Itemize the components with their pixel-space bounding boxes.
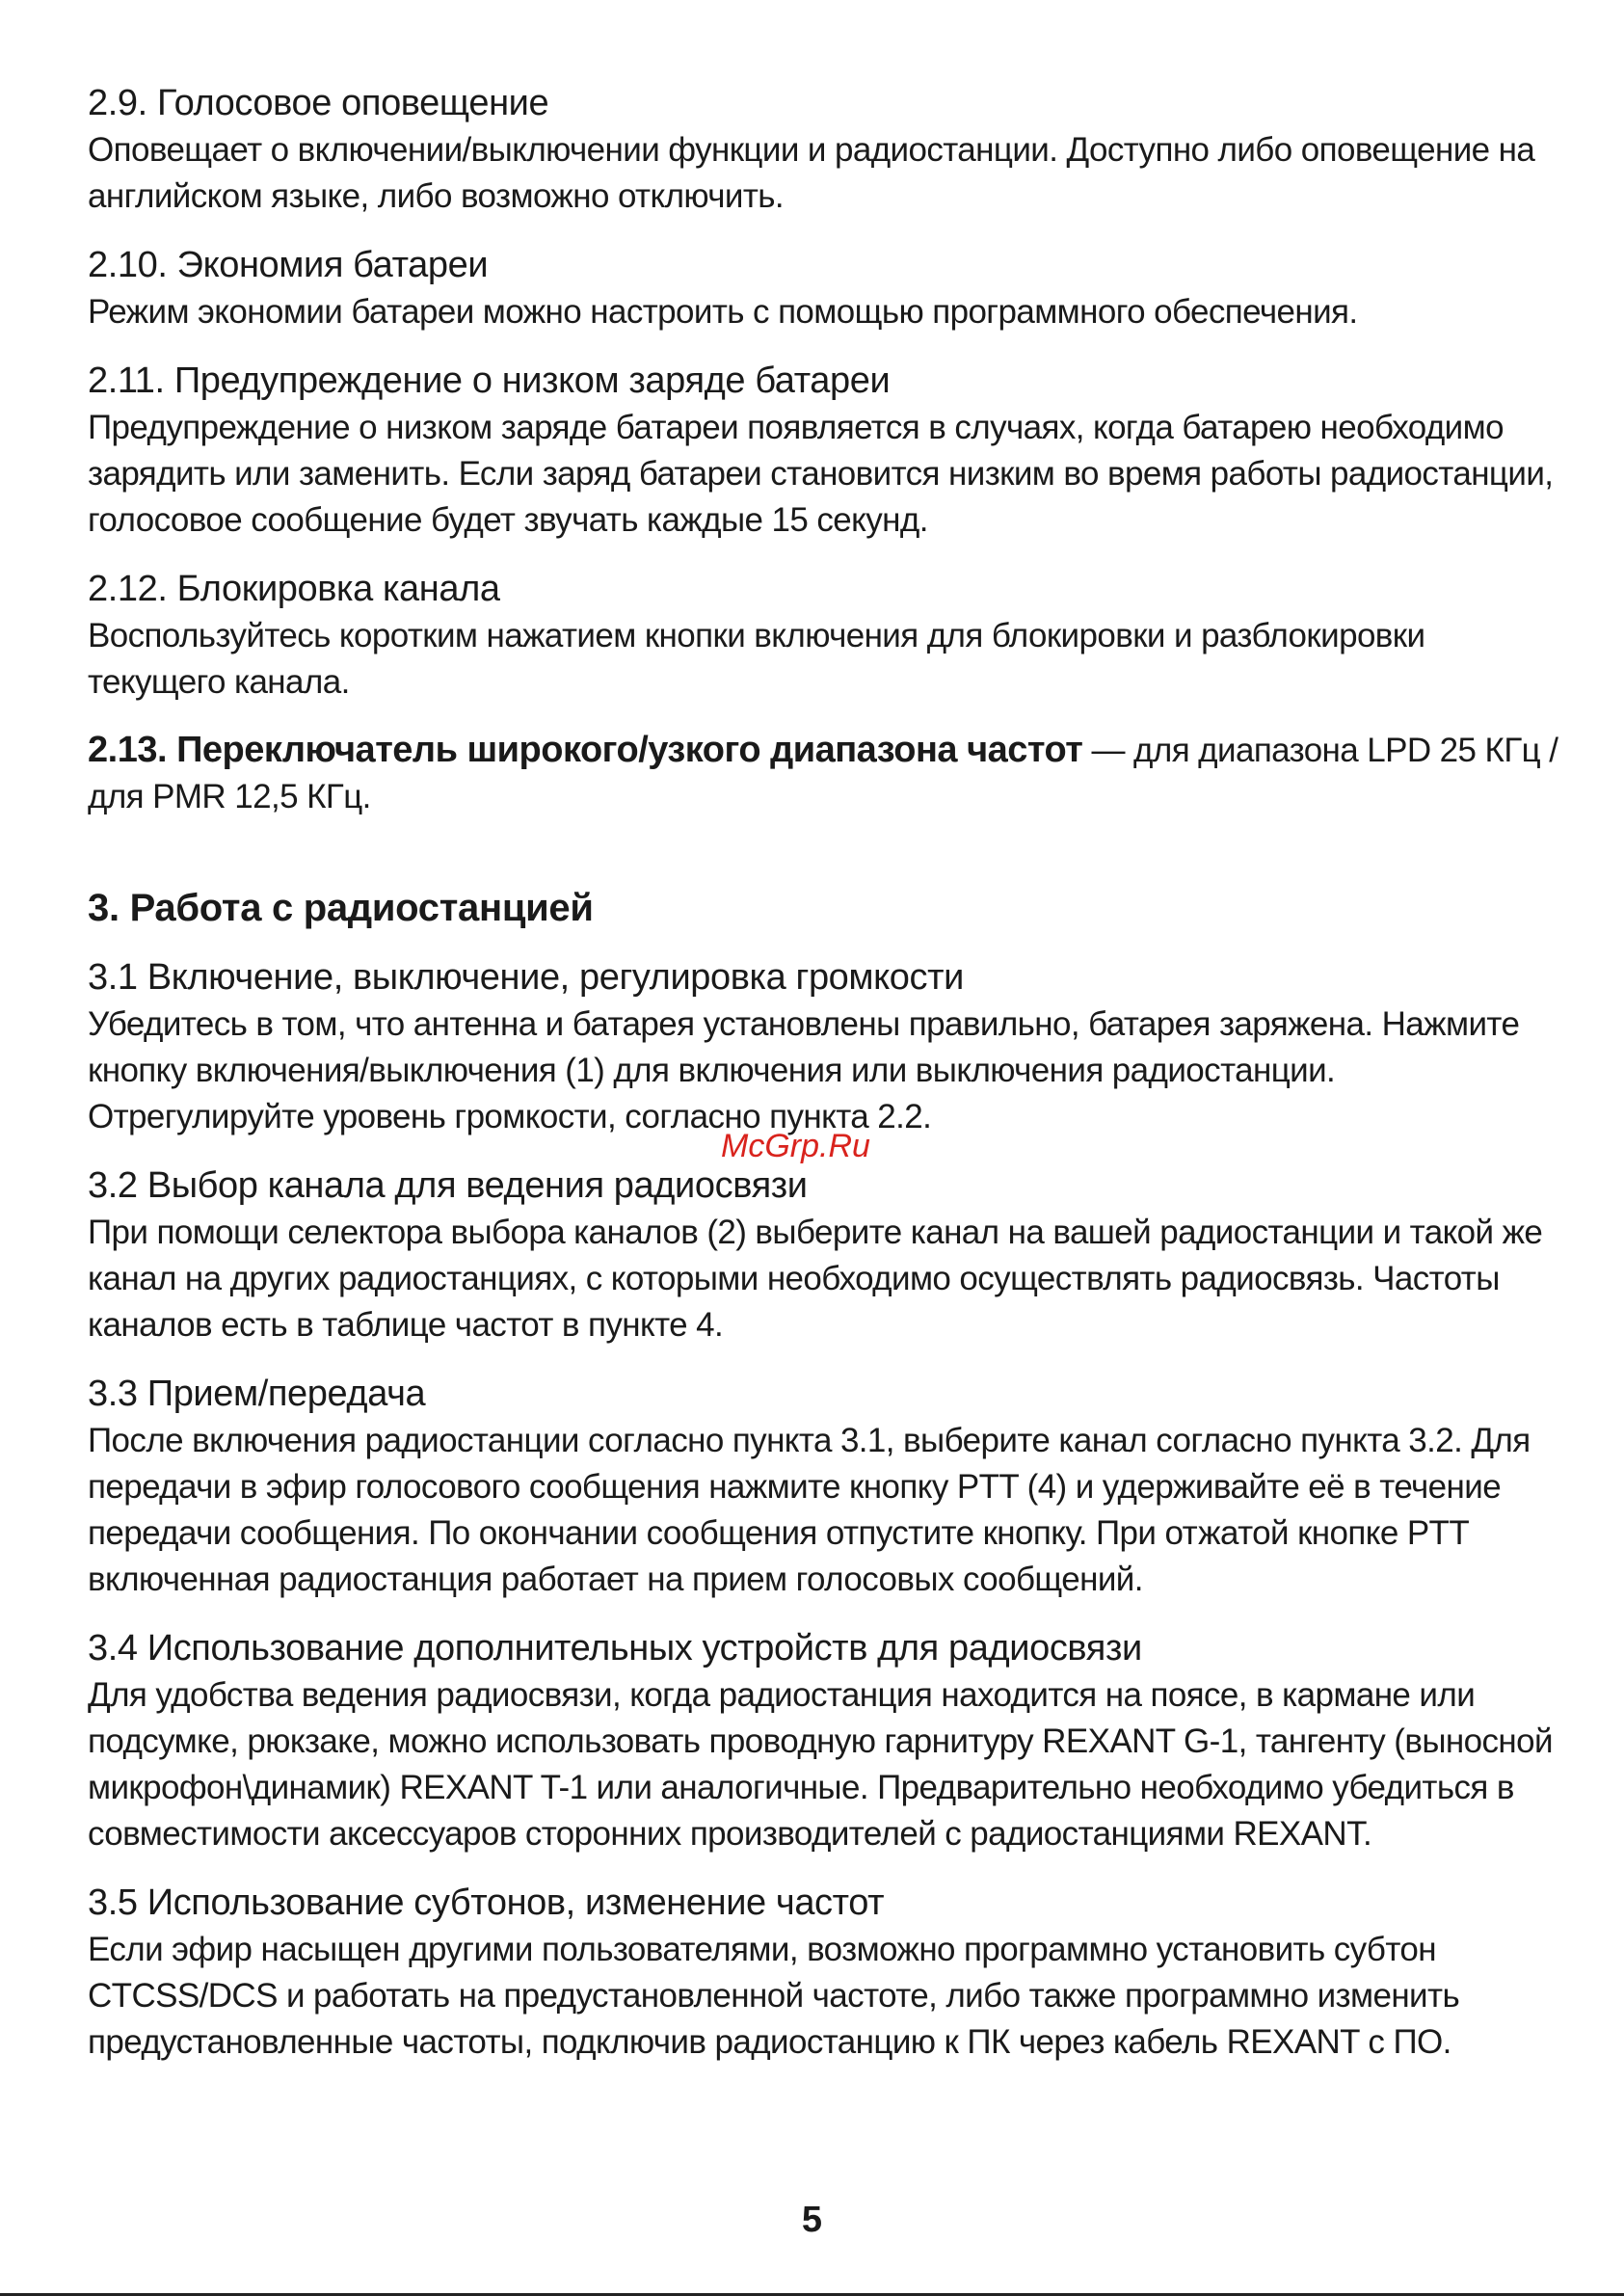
section-text: Предупреждение о низком заряде батареи появляется в случаях, когда батарею необходимо зарядить или заменить. Если заряд батареи становится низким во время работы радиостанции, голосовое сообщение будет звучать каждые 15 секунд. (88, 409, 1554, 539)
watermark: McGrp.Ru (721, 1128, 870, 1164)
section-text: Оповещает о включении/выключении функции и радиостанции. Доступно либо оповещение на английском языке, либо возможно отключить. (88, 131, 1535, 215)
section-text: При помощи селектора выбора каналов (2) выберите канал на вашей радиостанции и такой же канал на других радиостанциях, с которыми необходимо осуществлять радиосвязь. Частоты каналов есть в таблице частот в пункте 4. (88, 1214, 1543, 1344)
section-heading: 3.4 Использование дополнительных устройств для радиосвязи (88, 1628, 1142, 1669)
section-3-4 (88, 1624, 1562, 1857)
section-3-5 (88, 1879, 1562, 2066)
section-heading: 3.3 Прием/передача (88, 1374, 426, 1414)
section-text-inline: — для диапазона LPD 25 КГц / для PMR 12,5 КГц. (88, 732, 1558, 815)
section-3-2 (88, 1161, 1562, 1348)
section-3-1 (88, 953, 1562, 1140)
section-text: Если эфир насыщен другими пользователями, возможно программно установить субтон CTCSS/DCS и работать на предустановленной частоте, либо также программно изменить предустановленные частоты, подключив радиостанцию к ПК через кабель REXANT с ПО. (88, 1931, 1460, 2061)
section-heading: 3.2 Выбор канала для ведения радиосвязи (88, 1165, 808, 1206)
section-text: Воспользуйтесь коротким нажатием кнопки включения для блокировки и разблокировки текущего канала. (88, 617, 1425, 701)
section-2-11 (88, 357, 1562, 544)
section-2-12 (88, 565, 1562, 706)
section-3-3 (88, 1370, 1562, 1603)
section-heading: 2.10. Экономия батареи (88, 245, 489, 285)
section-text: Для удобства ведения радиосвязи, когда радиостанция находится на поясе, в кармане или подсумке, рюкзаке, можно использовать проводную гарнитуру REXANT G-1, тангенту (выносной микрофон\динамик) REXANT T-1 или аналогичные. Предварительно необходимо убедиться в совместимости аксессуаров сторонних производителей с радиостанциями REXANT. (88, 1676, 1553, 1853)
chapter-3-title: 3. Работа с радиостанцией (88, 887, 594, 929)
section-heading-inline: 2.13. Переключатель широкого/узкого диапазона частот (88, 730, 1083, 770)
section-2-9 (88, 79, 1562, 220)
section-heading: 2.12. Блокировка канала (88, 569, 500, 609)
section-heading: 2.11. Предупреждение о низком заряде батареи (88, 360, 891, 401)
section-text: После включения радиостанции согласно пункта 3.1, выберите канал согласно пункта 3.2. Для передачи в эфир голосового сообщения нажмите кнопку PTT (4) и удерживайте её в течение передачи сообщения. По окончании сообщения отпустите кнопку. При отжатой кнопке PTT включенная радиостанция работает на прием голосовых сообщений. (88, 1422, 1531, 1598)
section-text: Режим экономии батареи можно настроить с помощью программного обеспечения. (88, 293, 1358, 331)
page-content (88, 79, 1562, 2087)
section-heading: 3.1 Включение, выключение, регулировка громкости (88, 957, 964, 998)
section-heading: 2.9. Голосовое оповещение (88, 83, 549, 123)
section-text: Убедитесь в том, что антенна и батарея установлены правильно, батарея заряжена. Нажмите кнопку включения/выключения (1) для включения или выключения радиостанции. Отрегулируйте уровень громкости, согласно пункта 2.2. (88, 1005, 1520, 1135)
section-heading: 3.5 Использование субтонов, изменение частот (88, 1882, 885, 1923)
page-number: 5 (801, 2200, 823, 2240)
section-2-10 (88, 241, 1562, 335)
section-2-13 (88, 727, 1562, 820)
section-2-13-paragraph (88, 727, 1562, 820)
